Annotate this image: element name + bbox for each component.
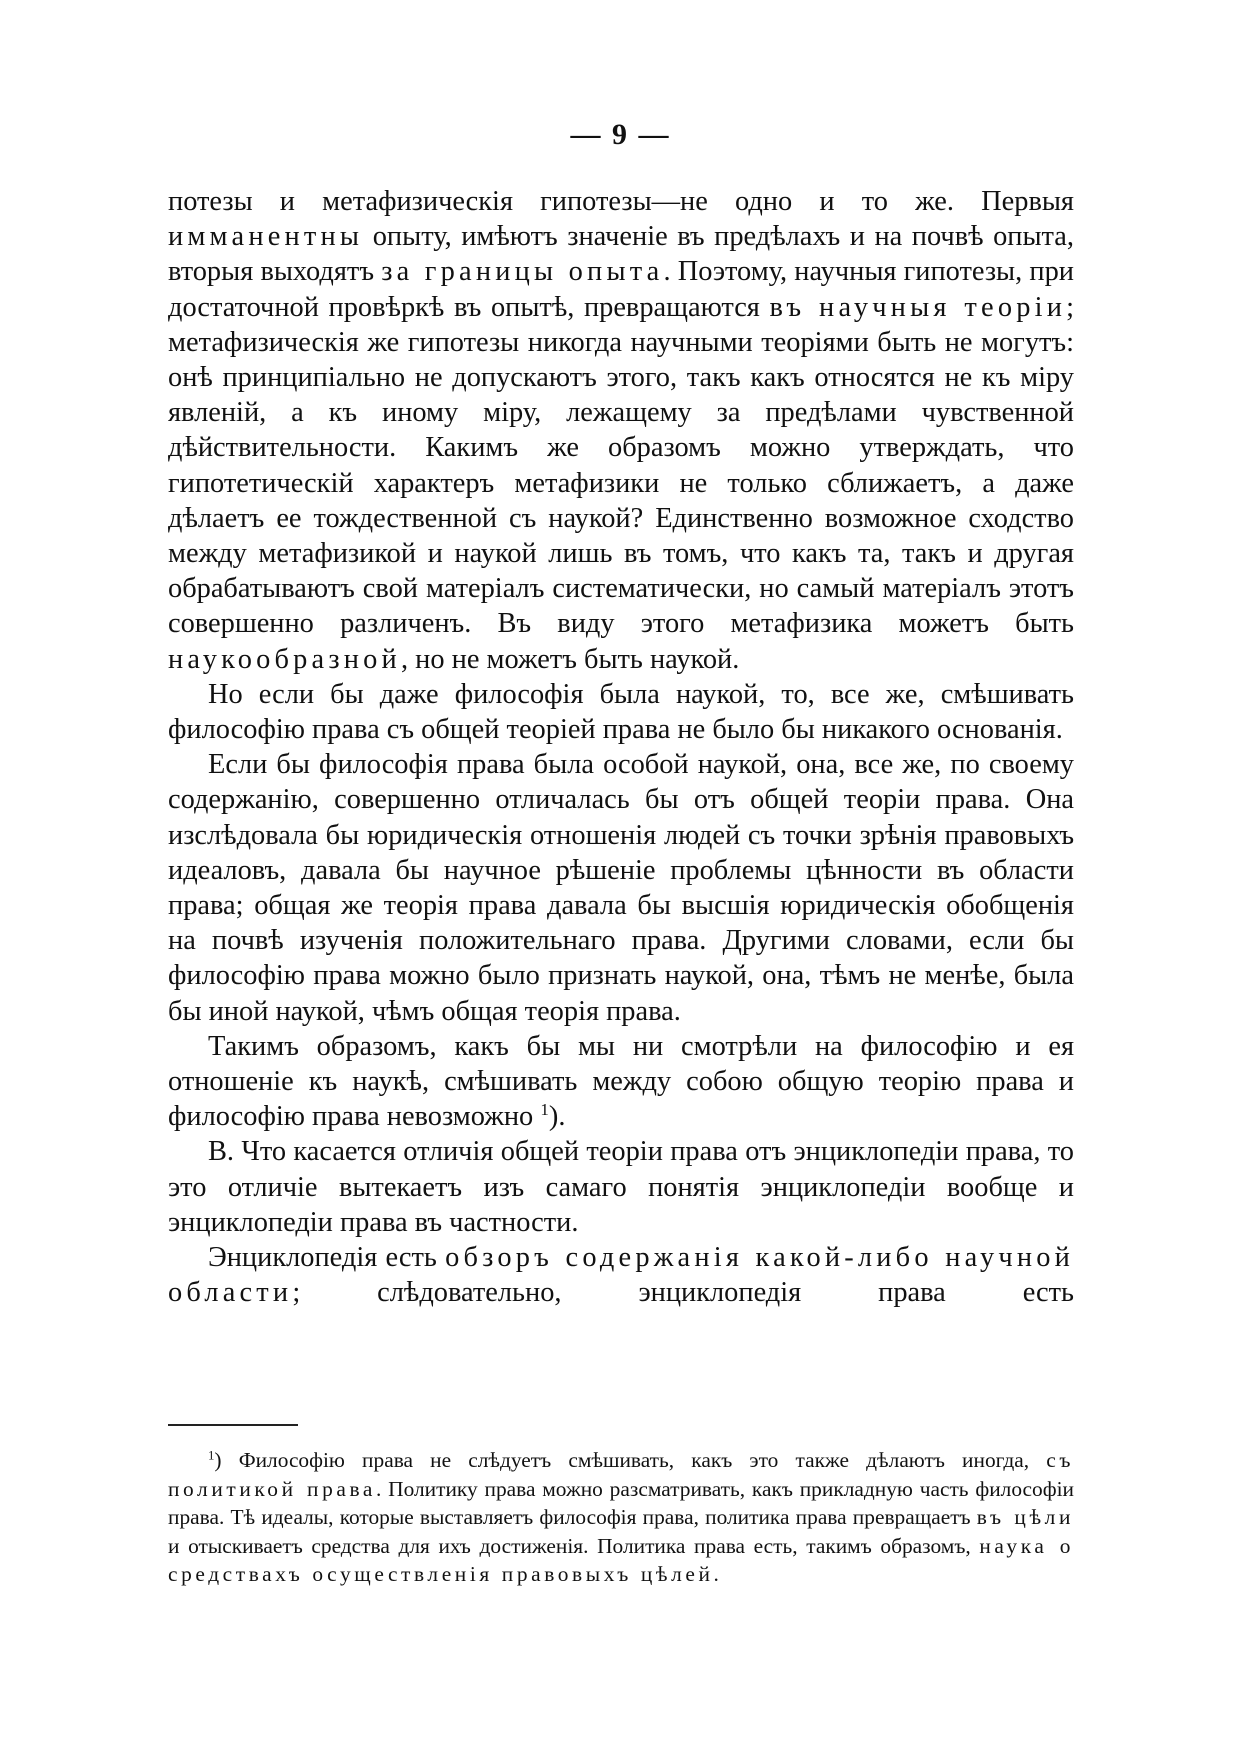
text-run: , но не можетъ быть наукой. bbox=[400, 643, 740, 675]
text-run: ; метафизическія же гипотезы никогда научными теоріями быть не могутъ: онѣ принципіально не допускаютъ этого, такъ какъ относятся не къ міру явленій, а къ иному міру, лежащему за предѣлами чувственной дѣйствительности. Какимъ же образомъ можно утверждать, что гипотетическій характеръ метафизики не только сближаетъ, а даже дѣлаетъ ее тождественной съ наукой? Единственно возможное сходство между метафизикой и наукой лишь въ томъ, что какъ та, такъ и другая обрабатываютъ свой матеріалъ систематически, но самый матеріалъ этотъ совершенно различенъ. Въ виду этого метафизика можетъ быть bbox=[168, 291, 1074, 640]
paragraph bbox=[168, 1134, 1074, 1240]
text-run: потезы и метафизическія гипотезы—не одно и то же. Первыя bbox=[168, 186, 1074, 217]
spaced-text: съ политикой права bbox=[168, 1448, 1074, 1501]
page-number: — 9 — bbox=[570, 118, 671, 151]
text-run: и отыскиваетъ средства для ихъ достиженія. Политика права есть, такимъ образомъ, bbox=[168, 1533, 980, 1558]
paragraph bbox=[168, 1240, 1074, 1310]
spaced-text: обзоръ содержанія какой-либо научной области bbox=[168, 1242, 1074, 1309]
footnote-rule bbox=[168, 1424, 298, 1426]
text-run: ; слѣдовательно, энциклопедія права есть bbox=[292, 1277, 1074, 1309]
text-run: опыту, имѣютъ значеніе въ предѣлахъ и на почвѣ опыта, вторыя выходятъ bbox=[168, 221, 1074, 288]
text-run: . Политику права можно разсматривать, какъ прикладную часть философіи права. Тѣ идеалы, которые выставляетъ философія права, политика права превращаетъ bbox=[168, 1476, 1074, 1530]
text-run: . Поэтому, научныя гипотезы, при достаточной провѣркѣ въ опытѣ, превращаются bbox=[168, 256, 1074, 323]
text-run: Такимъ образомъ, какъ бы мы ни смотрѣли на философію и ея отношеніе къ наукѣ, смѣшивать между собою общую теорію права и философію права невозможно bbox=[168, 1030, 1074, 1133]
spaced-text: наукообразной bbox=[168, 643, 401, 675]
paragraph bbox=[168, 677, 1074, 747]
text-run: ) Философію права не слѣдуетъ смѣшивать, какъ это также дѣлаютъ иногда, bbox=[214, 1448, 1047, 1472]
spaced-text: за границы опыта bbox=[381, 256, 664, 288]
spaced-text: имманентны bbox=[168, 221, 364, 253]
text-run: Энциклопедія есть bbox=[208, 1242, 446, 1274]
paragraph bbox=[168, 1029, 1074, 1135]
text-run: Но если бы даже философія была наукой, то, все же, смѣшивать философію права съ общей теоріей права не было бы никакого основанія. bbox=[168, 678, 1074, 746]
footnote-marker: 1 bbox=[540, 1100, 549, 1120]
text-run: В. Что касается отличія общей теоріи права отъ энциклопедіи права, то это отличіе вытекаетъ изъ самаго понятія энциклопедіи вообще и энциклопедіи права въ частности. bbox=[168, 1136, 1074, 1238]
paragraph bbox=[168, 747, 1074, 1029]
paragraph bbox=[168, 184, 1074, 677]
body-text bbox=[168, 184, 1074, 1311]
text-run: Если бы философія права была особой наукой, она, все же, по своему содержанію, совершенно отличалась бы отъ общей теоріи права. Она изслѣдовала бы юридическія отношенія людей съ точки зрѣнія правовыхъ идеаловъ, давала бы научное рѣшеніе проблемы цѣнности въ области права; общая же теорія права давала бы высшія юридическія обобщенія на почвѣ изученія положительнаго права. Другими словами, если бы философію права можно было признать наукой, она, тѣмъ не менѣе, была бы иной наукой, чѣмъ общая теорія права. bbox=[168, 749, 1074, 1027]
spaced-text: въ цѣли bbox=[976, 1505, 1074, 1530]
spaced-text: въ научныя теоріи bbox=[769, 291, 1067, 323]
footnote-marker: 1 bbox=[208, 1448, 215, 1463]
text-run: . bbox=[713, 1562, 719, 1587]
spaced-text: наука о средствахъ осуществленія правовыхъ цѣлей bbox=[168, 1533, 1074, 1587]
footnote bbox=[168, 1446, 1074, 1589]
text-run: ). bbox=[548, 1101, 566, 1133]
